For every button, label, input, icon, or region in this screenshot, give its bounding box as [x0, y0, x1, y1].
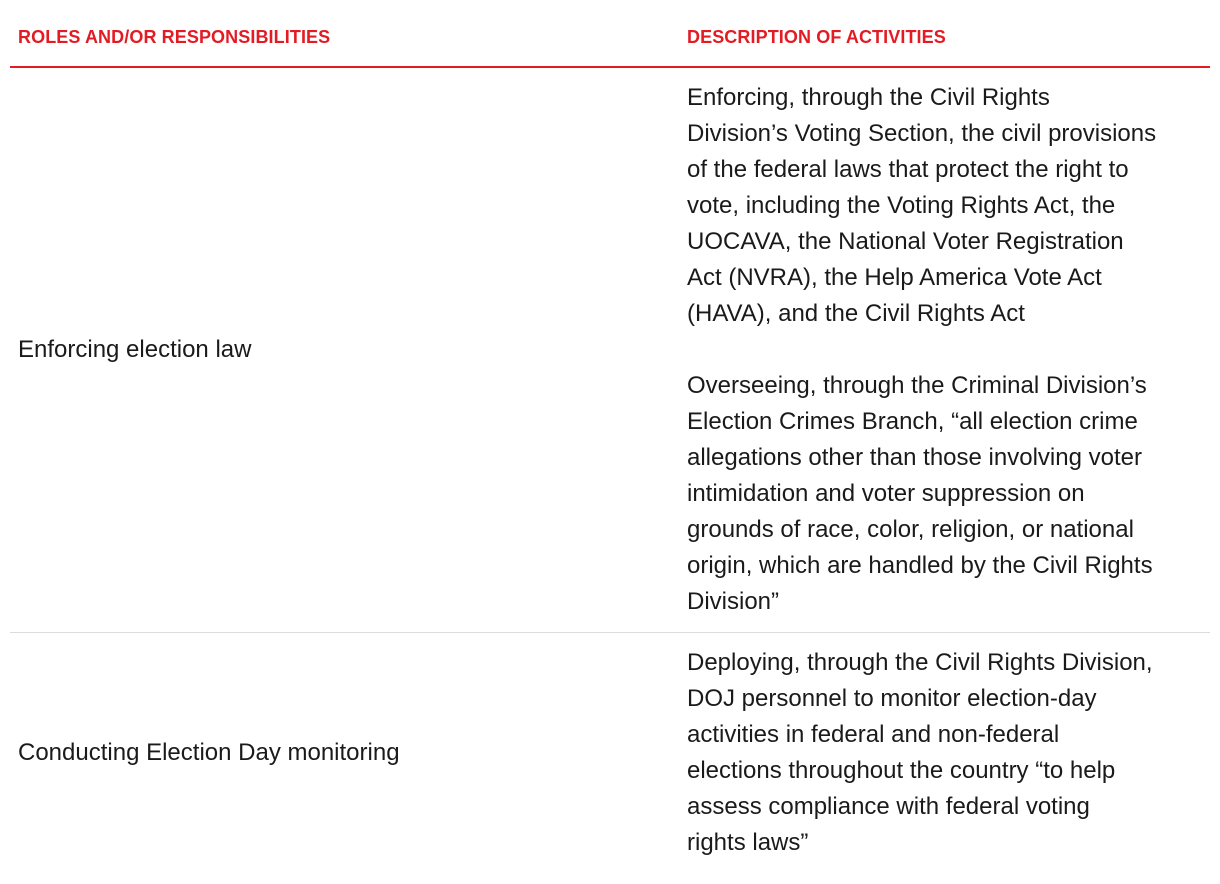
role-cell: Conducting Election Day monitoring	[18, 739, 400, 766]
table-header	[10, 0, 1210, 68]
role-cell: Enforcing election law	[18, 336, 252, 363]
description-line: Division”	[687, 588, 780, 615]
description-cell	[687, 80, 1209, 620]
description-line: Overseeing, through the Criminal Division’s	[687, 372, 1147, 399]
header-description: DESCRIPTION OF ACTIVITIES	[687, 27, 946, 47]
roles-table	[10, 0, 1210, 883]
description-line: vote, including the Voting Rights Act, the	[687, 192, 1116, 219]
description-line: allegations other than those involving voter	[687, 444, 1142, 471]
description-line: elections throughout the country “to help	[687, 757, 1116, 784]
description-line: Deploying, through the Civil Rights Division,	[687, 649, 1153, 676]
description-line: intimidation and voter suppression on	[687, 480, 1085, 507]
description-line: Act (NVRA), the Help America Vote Act	[687, 264, 1102, 291]
description-line: origin, which are handled by the Civil Rights	[687, 552, 1153, 579]
description-line: grounds of race, color, religion, or national	[687, 516, 1134, 543]
description-line: Enforcing, through the Civil Rights	[687, 84, 1050, 111]
paragraph-gap	[687, 332, 1209, 368]
description-line: assess compliance with federal voting	[687, 793, 1090, 820]
description-line: Division’s Voting Section, the civil provisions	[687, 120, 1157, 147]
table-row	[10, 68, 1210, 633]
description-cell	[687, 645, 1209, 861]
table-row	[10, 633, 1210, 883]
description-line: (HAVA), and the Civil Rights Act	[687, 300, 1025, 327]
description-line: Election Crimes Branch, “all election crime	[687, 408, 1138, 435]
description-line: rights laws”	[687, 829, 809, 856]
header-roles: ROLES AND/OR RESPONSIBILITIES	[18, 27, 331, 47]
description-line: UOCAVA, the National Voter Registration	[687, 228, 1124, 255]
description-line: DOJ personnel to monitor election-day	[687, 685, 1097, 712]
description-line: activities in federal and non-federal	[687, 721, 1060, 748]
description-line: of the federal laws that protect the right to	[687, 156, 1129, 183]
